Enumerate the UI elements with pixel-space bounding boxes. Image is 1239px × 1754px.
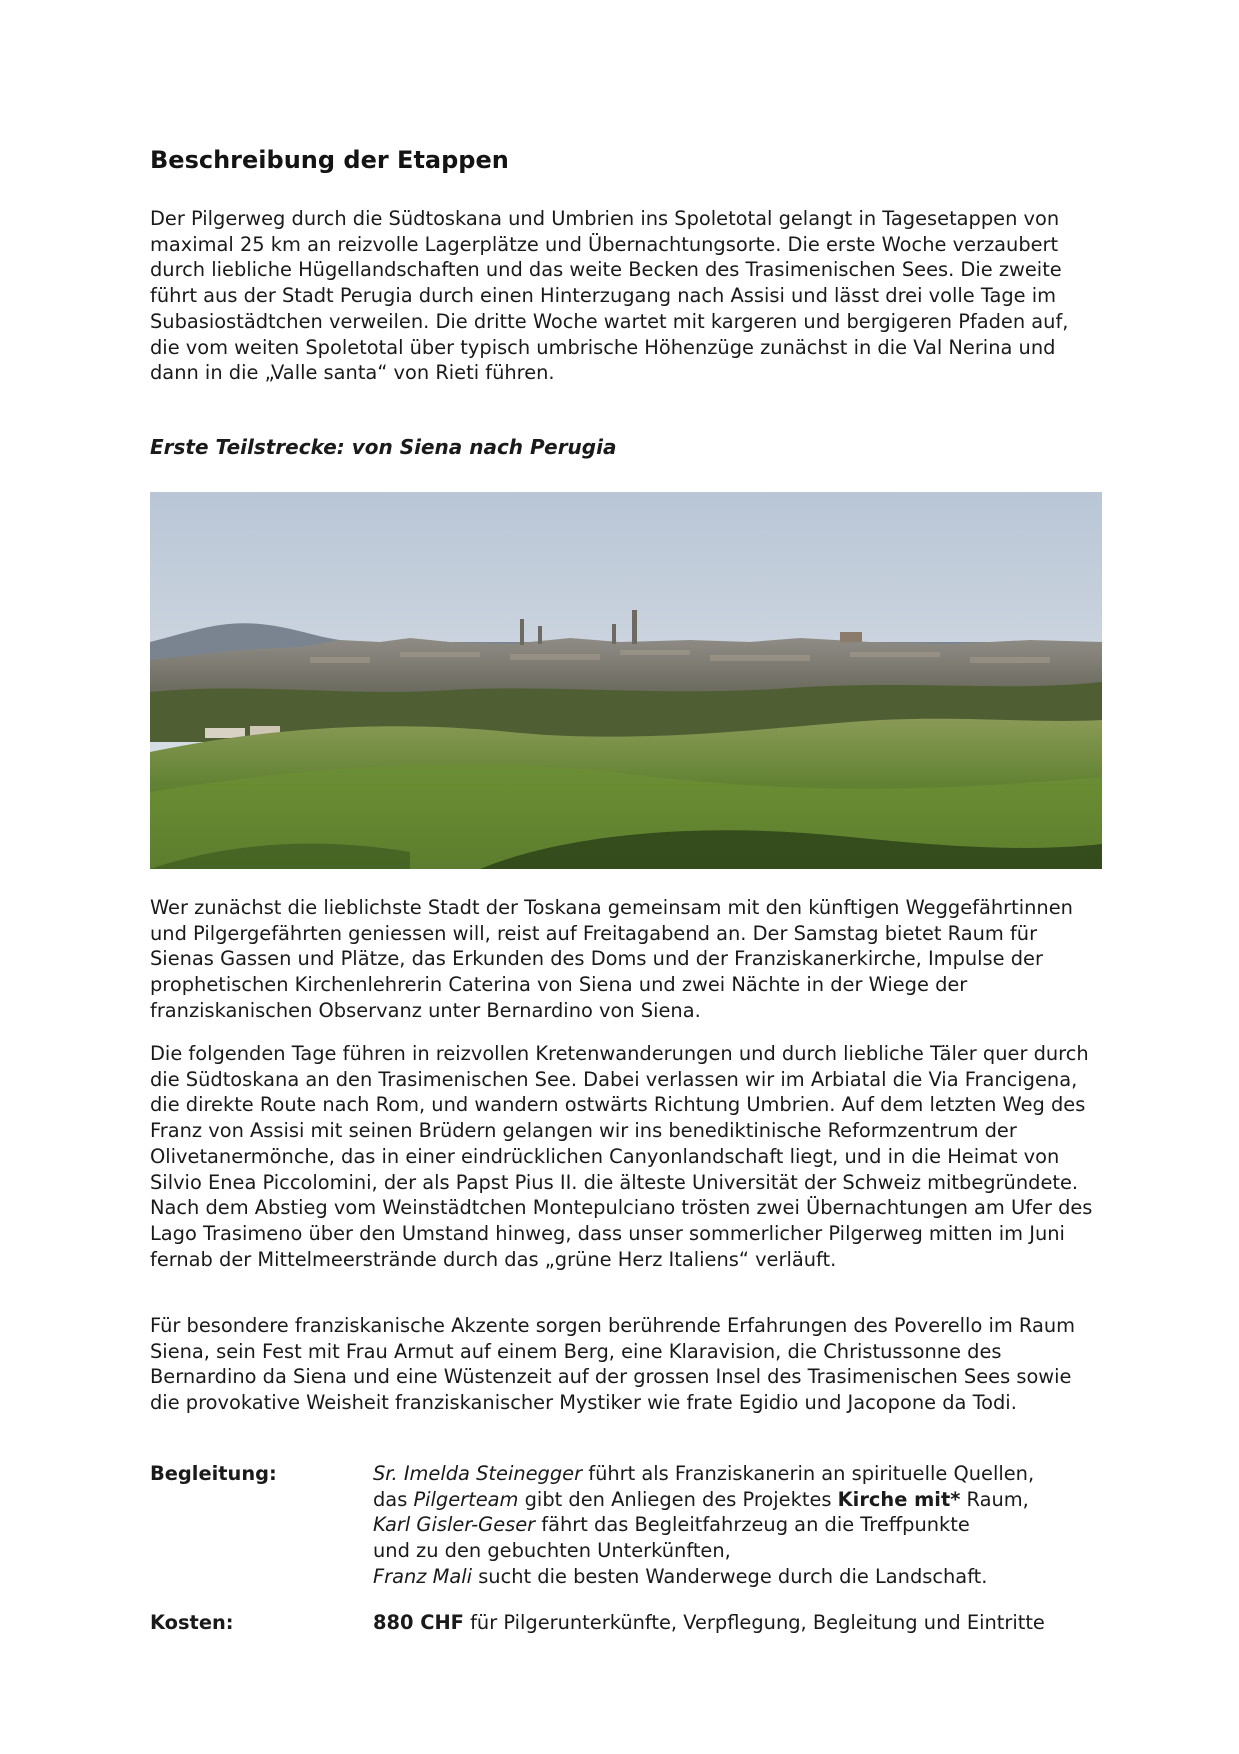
begleitung-list (373, 1461, 1103, 1590)
begleitung-line: das Pilgerteam gibt den Anliegen des Projektes Kirche mit* Raum, (373, 1487, 1029, 1511)
begleitung-line: Franz Mali sucht die besten Wanderwege durch die Landschaft. (373, 1564, 988, 1588)
begleitung-label: Begleitung: (150, 1462, 277, 1485)
siena-landscape-photo (150, 492, 1102, 869)
kosten-row (150, 1610, 1110, 1636)
intro-paragraph: Der Pilgerweg durch die Südtoskana und Umbrien ins Spoletotal gelangt in Tagesetappen von maximal 25 km an reizvolle Lagerplätze und Übernachtungsorte. Die erste Woche verzaubert durch liebliche Hügellandschaften und das weite Becken des Trasimenischen Sees. Die zweite führt aus der Stadt Perugia durch einen Hinterzugang nach Assisi und lässt drei volle Tage im Subasiostädtchen verweilen. Die dritte Woche wartet mit kargeren und bergigeren Pfaden auf, die vom weiten Spoletotal über typisch umbrische Höhenzüge zunächst in die Val Nerina und dann in die „Valle santa“ von Rieti führen. (150, 207, 1069, 385)
begleitung-line: Karl Gisler-Geser fährt das Begleitfahrzeug an die Treffpunkte (373, 1513, 970, 1537)
body-paragraph-1: Wer zunächst die lieblichste Stadt der Toskana gemeinsam mit den künftigen Weggefährtinnen und Pilgergefährten geniessen will, reist auf Freitagabend an. Der Samstag bietet Raum für Sienas Gassen und Plätze, das Erkunden des Doms und der Franziskanerkirche, Impulse der prophetischen Kirchenlehrerin Caterina von Siena und zwei Nächte in der Wiege der franziskanischen Observanz unter Bernardino von Siena. (150, 896, 1073, 1022)
team-name: Pilgerteam (413, 1487, 519, 1511)
body-paragraph-2: Die folgenden Tage führen in reizvollen Kretenwanderungen und durch liebliche Täler quer durch die Südtoskana an den Trasimenischen See. Dabei verlassen wir im Arbiatal die Via Francigena, die direkte Route nach Rom, und wandern ostwärts Richtung Umbrien. Auf dem letzten Weg des Franz von Assisi mit seinen Brüdern gelangen wir ins benediktinische Reformzentrum der Olivetanermönche, das in einer eindrücklichen Canyonlandschaft liegt, und in die Heimat von Silvio Enea Piccolomini, der als Papst Pius II. die älteste Universität der Schweiz mitbegründete. Nach dem Abstieg vom Weinstädtchen Montepulciano trösten zwei Übernachtungen am Ufer des Lago Trasimeno über den Umstand hinweg, dass unser sommerlicher Pilgerweg mitten im Juni fernab der Mittelmeerstrände durch das „grüne Herz Italiens“ verläuft. (150, 1042, 1093, 1271)
person-name: Franz Mali (373, 1564, 473, 1588)
person-name: Sr. Imelda Steinegger (373, 1462, 583, 1485)
kosten-label: Kosten: (150, 1611, 234, 1634)
begleitung-line: Sr. Imelda Steinegger führt als Franziskanerin an spirituelle Quellen, (373, 1462, 1035, 1485)
body-paragraph-3: Für besondere franziskanische Akzente sorgen berührende Erfahrungen des Poverello im Raum Siena, sein Fest mit Frau Armut auf einem Berg, eine Klaravision, die Christussonne des Bernardino da Siena und eine Wüstenzeit auf der grossen Insel des Trasimenischen Sees sowie die provokative Weisheit franziskanischer Mystiker wie frate Egidio und Jacopone da Todi. (150, 1314, 1076, 1415)
kosten-value (373, 1610, 1103, 1636)
begleitung-line: und zu den gebuchten Unterkünften, (373, 1539, 731, 1563)
person-name: Karl Gisler-Geser (373, 1513, 536, 1537)
kosten-amount: 880 CHF (373, 1611, 464, 1634)
section-heading: Erste Teilstrecke: von Siena nach Perugia (150, 435, 617, 459)
kosten-text: für Pilgerunterkünfte, Verpflegung, Begleitung und Eintritte (463, 1611, 1045, 1634)
page-title: Beschreibung der Etappen (150, 146, 509, 174)
project-name: Kirche mit* (837, 1487, 961, 1511)
begleitung-row (150, 1461, 1110, 1591)
